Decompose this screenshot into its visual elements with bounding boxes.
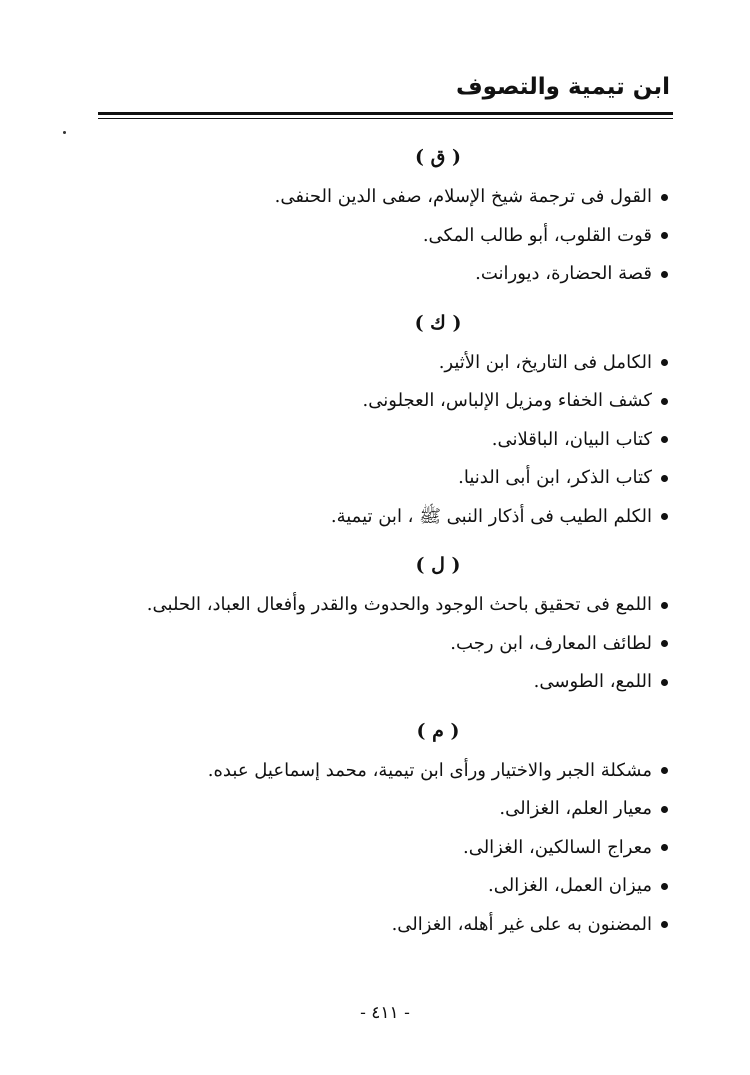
- entry-text: لطائف المعارف، ابن رجب.: [450, 632, 652, 654]
- bibliography-entry: [88, 178, 668, 217]
- bullet-icon: [661, 679, 668, 686]
- bibliography-entry: [88, 459, 668, 498]
- bibliography-entry: [88, 382, 668, 421]
- entry-text: قوت القلوب، أبو طالب المكى.: [422, 224, 652, 246]
- print-speck: [63, 131, 66, 134]
- page-number: - ٤١١ -: [360, 1003, 410, 1023]
- section-letter-heading: ( م ): [416, 719, 460, 742]
- bullet-icon: [661, 271, 668, 278]
- entry-text: كتاب البيان، الباقلانى.: [491, 428, 652, 450]
- bullet-icon: [661, 436, 668, 443]
- bullet-icon: [661, 806, 668, 813]
- entry-text: مشكلة الجبر والاختيار ورأى ابن تيمية، محمد إسماعيل عبده.: [207, 759, 652, 781]
- bullet-icon: [661, 921, 668, 928]
- entry-text: كشف الخفاء ومزيل الإلباس، العجلونى.: [362, 390, 652, 411]
- bibliography-entry: [88, 344, 668, 383]
- bullet-icon: [661, 398, 668, 405]
- bullet-icon: [661, 640, 668, 647]
- bibliography-entry: [88, 586, 668, 625]
- header-rule-thin: [98, 118, 673, 119]
- bullet-icon: [661, 883, 668, 890]
- entry-list: [88, 586, 668, 702]
- entry-text: قصة الحضارة، ديورانت.: [475, 263, 652, 284]
- bibliography-entry: [88, 829, 668, 868]
- bullet-icon: [661, 767, 668, 774]
- entry-list: [88, 344, 668, 537]
- bullet-icon: [661, 232, 668, 239]
- bibliography-entry: [88, 752, 668, 791]
- entry-list: [88, 178, 668, 294]
- section-qaf: [88, 142, 668, 294]
- bibliography-entry: [88, 498, 668, 537]
- bibliography-entry: [88, 255, 668, 294]
- bibliography-entry: [88, 790, 668, 829]
- entry-text: اللمع، الطوسى.: [533, 671, 652, 692]
- bibliography-entry: [88, 663, 668, 702]
- bullet-icon: [661, 475, 668, 482]
- entry-text: القول فى ترجمة شيخ الإسلام، صفى الدين الحنفى.: [274, 186, 652, 207]
- bibliography-entry: [88, 217, 668, 256]
- entry-text: معيار العلم، الغزالى.: [499, 798, 652, 819]
- bullet-icon: [661, 194, 668, 201]
- bibliography-entry: [88, 625, 668, 664]
- entry-text: الكلم الطيب فى أذكار النبى ﷺ ، ابن تيمية.: [330, 505, 652, 527]
- bibliography-content: [88, 142, 668, 944]
- section-lam: [88, 550, 668, 702]
- header-rule-thick: [98, 112, 673, 115]
- section-letter-heading: ( ل ): [415, 554, 461, 576]
- bullet-icon: [661, 844, 668, 851]
- bullet-icon: [661, 513, 668, 520]
- section-letter-heading: ( ك ): [414, 311, 462, 334]
- entry-list: [88, 752, 668, 945]
- bibliography-entry: [88, 906, 668, 945]
- entry-text: الكامل فى التاريخ، ابن الأثير.: [438, 351, 652, 373]
- running-header-title: ابن تيمية والتصوف: [455, 74, 670, 100]
- bullet-icon: [661, 602, 668, 609]
- entry-text: معراج السالكين، الغزالى.: [462, 836, 652, 858]
- entry-text: ميزان العمل، الغزالى.: [488, 875, 652, 896]
- section-mim: [88, 716, 668, 945]
- section-letter-heading: ( ق ): [415, 146, 461, 168]
- entry-text: اللمع فى تحقيق باحث الوجود والحدوث والقدر وأفعال العباد، الحلبى.: [146, 594, 652, 615]
- section-kaf: [88, 308, 668, 537]
- entry-text: المضنون به على غير أهله، الغزالى.: [391, 913, 652, 935]
- bullet-icon: [661, 359, 668, 366]
- bibliography-entry: [88, 867, 668, 906]
- bibliography-entry: [88, 421, 668, 460]
- entry-text: كتاب الذكر، ابن أبى الدنيا.: [458, 467, 652, 488]
